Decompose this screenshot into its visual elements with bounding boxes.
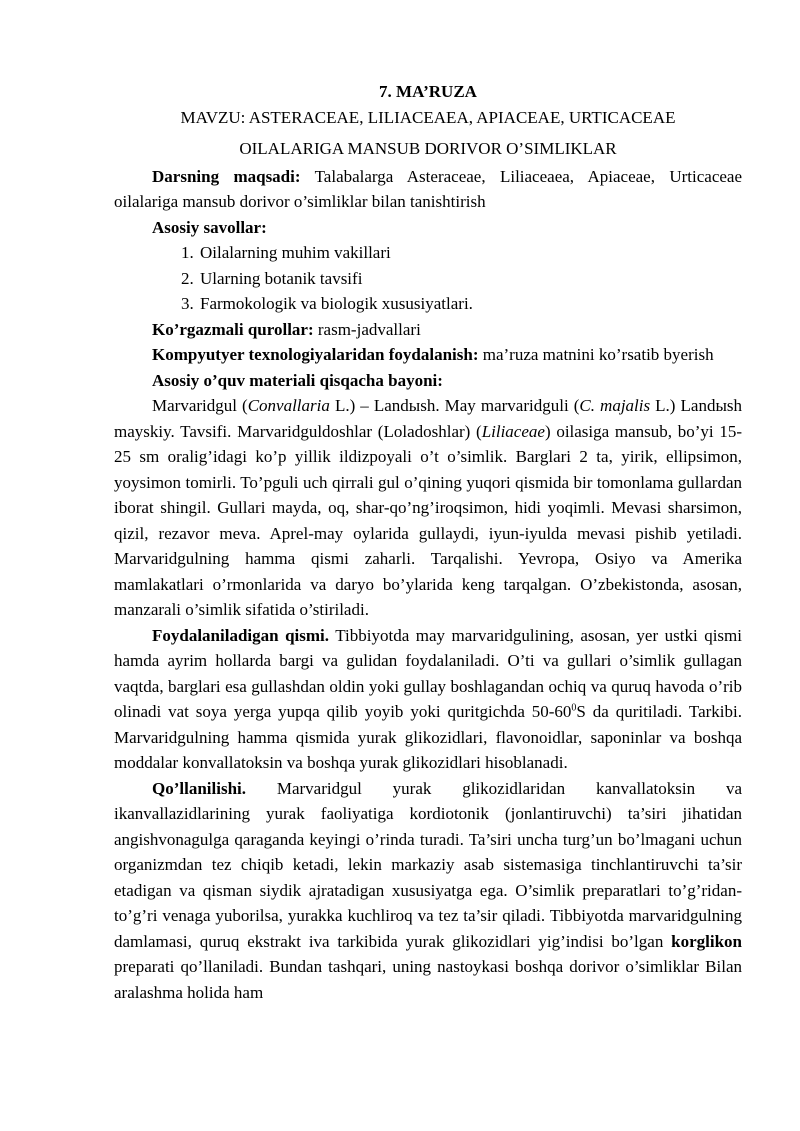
visual-aids-paragraph [114,317,742,343]
topic-line-2: OILALARIGA MANSUB DORIVOR O’SIMLIKLAR [239,139,617,158]
lecture-content [114,79,742,1005]
topic-line-1: MAVZU: ASTERACEAE, LILIACEAEA, APIACEAE, URTICACEAE [180,107,676,127]
latin-name-family: Liliaceae [481,421,545,441]
computer-tech-label: Kompyutyer texnologiyalaridan foydalanish: [152,345,479,364]
lesson-goal-text: Talabalarga Asteraceae, Liliaceaea, Apiaceae, Urticaceae oilalariga mansub dorivor o’simliklar bilan tanishtirish [114,166,742,211]
computer-tech-text: ma’ruza matnini ko’rsatib byerish [478,345,714,364]
latin-name-genus: Convallaria [247,396,330,415]
questions-list [114,240,742,317]
used-part-paragraph: Foydalaniladigan qismi. Tibbiyotda may marvaridgulining, asosan, yer ustki qismi hamda ayrim hollarda bargi va gulidan foydalaniladi. O’ti va gullari o’simlik gullagan vaqtda, barglari esa gullashdan oldin yoki gullay boshlagandan ochiq va quruq havoda o’rib olinadi vat soya yerga yupqa qilib yoyib yoki quritgichda $50-60^0S$ da quritiladi. Tarkibi. Marvaridgulning hamma qismida yurak glikozidlari, flavonoidlar, saponinlar va boshqa moddalar konvallatoksin va boshqa yurak glikozidlari hisoblanadi. [114,625,742,772]
question-item: 3. Farmokologik va biologik xususiyatlari. [198,291,742,317]
lecture-title: 7. MA’RUZA [379,82,477,101]
usage-paragraph: Qo’llanilishi. Marvaridgul yurak glikozidlaridan kanvallatoksin va ikanvallazidlarining yurak faoliyatiga kordiotonik (jonlantiruvchi) ta’siri jihatidan angishvonagulga qaraganda keyingi o’rinda turadi. Ta’siri uncha turg’un bo’lmagani uchun organizmdan tez chiqib ketadi, lekin markaziy asab sistemasiga tinchlantiruvchi ta’sir etadigan va qisman siydik ajratadigan xususiyatga ega. O’simlik preparatlari to’g’ridan-to’g’ri venaga yuborilsa, yurakka kuchliroq va tez ta’sir qiladi. Tibbiyotda marvaridgulning damlamasi, quruq ekstrakt iva tarkibida yurak glikozidlari yig’indisi bo’lgan korglikon preparati qo’llaniladi. Bundan tashqari, uning nastoykasi boshqa dorivor o’simliklar Bilan aralashma holida ham [114,778,742,1002]
latin-name-species: C. majalis [579,396,651,415]
visual-aids-text: rasm-jadvallari [313,319,421,339]
lesson-goal-label: Darsning maqsadi: [152,166,301,186]
lesson-goal-paragraph [114,164,742,215]
questions-label: Asosiy savollar: [152,217,267,237]
description-paragraph: Marvaridgul (Convallaria L.) – Landыsh. May marvaridguli (C. majalis L.) Landыsh mayskiy. Tavsifi. Marvaridguldoshlar (Loladoshlar) (Liliaceae) oilasiga mansub, bo’yi 15-25 sm oralig’idagi ko’p yillik ildizpoyali o’t o’simlik. Barglari 2 ta, yirik, ellipsimon, yoysimon tomirli. To’pguli uch qirrali gul o’qining yuqori qismida bir tomonlama gullardan iborat shingil. Gullari mayda, oq, shar-qo’ng’iroqsimon, hidi yoqimli. Mevasi sharsimon, qizil, rezavor meva. Aprel-may oylarida gullaydi, iyun-iyulda mevasi pishib yetiladi. Marvaridgulning hamma qismi zaharli. Tarqalishi. Yevropa, Osiyo va Amerika mamlakatlari o’rmonlarida va daryo bo’ylarida keng tarqalgan. O’zbekistonda, asosan, manzarali o’simlik sifatida o’stiriladi. [114,396,742,619]
question-item: 1. Oilalarning muhim vakillari [198,240,742,266]
computer-tech-paragraph [114,342,742,368]
visual-aids-label: Ko’rgazmali qurollar: [152,319,314,339]
degree-superscript: 0 [571,702,577,714]
summary-heading: Asosiy o’quv materiali qisqacha bayoni: [152,370,443,390]
usage-label: Qo’llanilishi. [152,778,246,798]
used-part-label: Foydalaniladigan qismi. [152,625,330,645]
question-item: 2. Ularning botanik tavsifi [198,266,742,292]
preparation-name: korglikon [671,931,742,951]
